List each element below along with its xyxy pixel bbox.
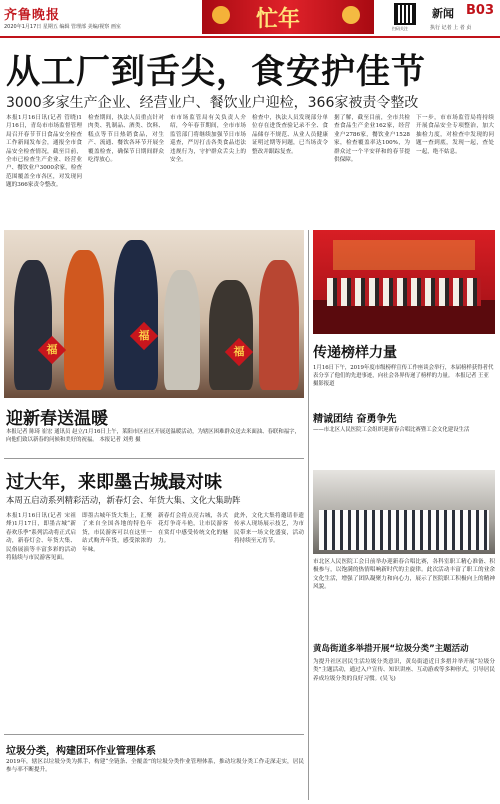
story-4-subhead: 本周五启动系列精彩活动，新春灯会、年货大集、文化大集助阵: [6, 495, 241, 505]
banner-title: 忙年: [256, 6, 301, 32]
editor-credits: 执行 记者 上 者 贞: [430, 25, 472, 31]
qr-caption: 扫码关注: [392, 26, 408, 31]
page-number: B03: [466, 3, 494, 18]
photo-3-headline: 精诚团结 奋勇争先: [313, 414, 397, 425]
section-rule: [4, 458, 304, 459]
photo-2-caption: 1月16日下午，2019年度市级榜样宣传工作座谈会举行，本届榜样获得者代表分享了他们的先进事迹，向社会各界传递了榜样的力量。 本报记者 王亚 摄影报道: [313, 365, 494, 387]
story-4-col-3: 新春灯会将点亮古城，各式花灯争奇斗艳，让市民游客在赏灯中感受传统文化的魅力。: [158, 513, 228, 545]
lead-col-4: 检查中，执法人员发现部分单位存在进货查验记录不全、食品储存不规范、从业人员健康证明过期等问题，已当场责令整改并跟踪复查。: [252, 115, 328, 155]
fu-character: 福: [46, 343, 58, 356]
newspaper-logo: 齐鲁晚报: [4, 8, 61, 23]
photo-3-subhead: ——市北区人民医院工会组织迎新春合唱比赛暨工会文化建设生活: [313, 427, 470, 433]
photo-2-headline: 传递榜样力量: [313, 345, 397, 361]
lead-headline: 从工厂到舌尖，食安护佳节: [6, 52, 426, 92]
lead-col-3: 市市场监管局有关负责人介绍，今年春节期间，全市市场监管部门将继续加强节日市场巡查，严厉打击各类食品违法违规行为，守护群众舌尖上的安全。: [170, 115, 246, 164]
section-name: 新闻: [432, 7, 454, 20]
photo-3-body: 市北区人民医院工会日前举办迎新春合唱比赛，各科室职工精心准备、积极参与，以饱满的热情唱响新时代的主旋律。此次活动丰富了职工的业余文化生活，增强了团队凝聚力和向心力，展示了医院职工积极向上的精神风貌。: [313, 559, 495, 591]
lead-col-1: 本报1月16日讯(记者 管晓)1月16日，青岛市市场监督管理局召开春节节日食品安全检查工作新闻发布会，通报全市食品安全检查情况，截至目前，全市已检查生产企业、经营业户、餐饮业户3000余家，检查范围覆盖全市各区，对发现问题的366家责令整改。: [6, 115, 82, 189]
photo-choir: [313, 470, 495, 554]
issue-info: 2020年1月17日 星期五 编辑 管理部 美编/视察 画室: [4, 24, 121, 30]
section-rule: [4, 734, 304, 735]
story-5-body: 为提升社区居民生活垃圾分类意识，黄岛街道近日多措并举开展“垃圾分类”主题活动，通过入户宣传、知识讲座、互动游戏等多种形式，引导居民养成垃圾分类的良好习惯。(吴飞): [313, 659, 495, 682]
photo-award-stage: [313, 230, 495, 334]
fu-character: 福: [138, 329, 150, 342]
photo-1-headline: 迎新春送温暖: [6, 409, 108, 429]
fu-character: 福: [233, 345, 245, 358]
qr-code-icon: [394, 3, 416, 25]
photo-warm-visit: [4, 230, 304, 398]
lead-subhead: 3000多家生产企业、经营业户、餐饮业户迎检，366家被责令整改: [6, 95, 419, 111]
story-4-col-1: 本报1月16日讯(记者 宋祖烽)1月17日，即墨古城“新春欢乐季”系列活动将正式启动，新春灯会、年货大集、民俗展演等丰富多彩的活动将陆续与市民游客见面。: [6, 513, 76, 562]
masthead-rule: [0, 36, 500, 38]
lead-col-2: 检查期间，执法人员重点针对肉类、乳制品、酒类、饮料、糕点等节日热销食品，对生产、流通、餐饮各环节开展全覆盖检查，确保节日期间群众吃得放心。: [88, 115, 164, 164]
column-divider: [308, 230, 309, 800]
lead-col-6: 下一步，市市场监管局将持续开展食品安全专项整治，加大抽检力度，对检查中发现的问题一查到底，发现一起，查处一起，绝不姑息。: [416, 115, 494, 155]
new-year-banner: [202, 0, 374, 34]
story-5-headline: 黄岛街道多举措开展“垃圾分类”主题活动: [313, 644, 469, 654]
lead-col-5: 据了解，截至目前，全市共检查食品生产企业162家，经营业户2786家，餐饮业户1528家，检查覆盖率达100%，为群众过一个平安祥和的春节提供保障。: [334, 115, 410, 164]
story-4-col-4: 此外，文化大集将邀请非遗传承人现场展示技艺，为市民带来一场文化盛宴，活动将持续至元宵节。: [234, 513, 304, 545]
story-4-col-2: 即墨古城年货大集上，汇聚了来自全国各地的特色年货，市民游客可以在这里一站式购齐年货，感受浓浓的年味。: [82, 513, 152, 553]
story-6-headline: 垃圾分类，构建团环作业管理体系: [6, 746, 156, 757]
masthead: [0, 0, 500, 36]
story-4-headline: 过大年，来即墨古城最对味: [6, 472, 222, 493]
photo-1-caption: 本报记者 陈琦 崔宏 通讯员 赵立/1月16日上午，莱阳市区社区开展送温暖活动，为辖区困难群众送去米面油、春联和福字，向他们致以新春的问候和美好的祝福。 本报记者 刘勇 摄: [6, 429, 300, 443]
story-6-body: 2019年，辖区以垃圾分类为抓手，构建“全链条、全覆盖”的垃圾分类作业管理体系，推动垃圾分类工作走深走实，居民参与率不断提升。: [6, 759, 304, 774]
